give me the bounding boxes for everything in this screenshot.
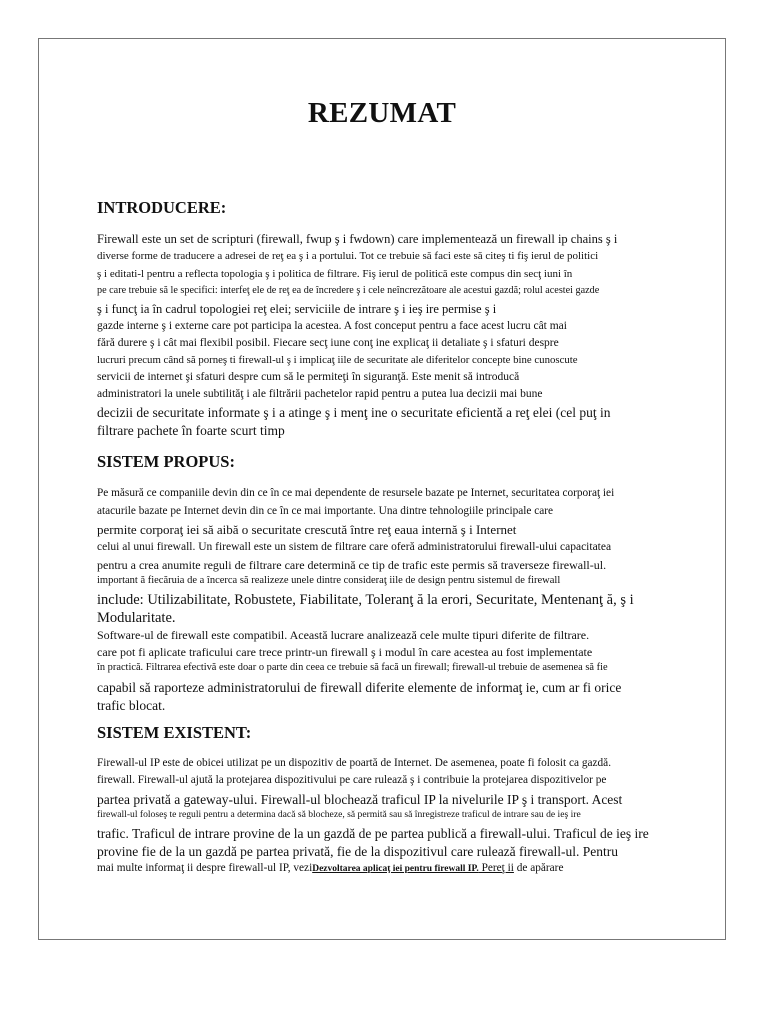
proposed-line: Pe măsură ce companiile devin din ce în ce mai dependente de resursele bazate pe Internet, securitatea corporaţ iei — [97, 487, 615, 499]
intro-line: ş i editati-l pentru a reflecta topologia ş i politica de filtrare. Fiş ierul de politică este compus din secţ iuni în — [97, 268, 573, 280]
existing-line: Firewall-ul IP este de obicei utilizat pe un dispozitiv de poartă de Internet. De asemenea, poate fi folosit ca gazdă. — [97, 757, 612, 769]
proposed-line: include: Utilizabilitate, Robustete, Fiabilitate, Toleranţ ă la erori, Securitate, Mentenanţ ă, ş i — [97, 592, 634, 608]
intro-line: gazde interne ş i externe care pot participa la acestea. A fost conceput pentru a face acest lucru cât mai — [97, 320, 567, 332]
intro-line: lucruri precum când să porneş ti firewall-ul ş i implicaţ iile de securitate ale diferitelor concepte bine cunoscute — [97, 354, 578, 366]
document-page — [38, 38, 726, 940]
proposed-heading: SISTEM PROPUS: — [97, 452, 235, 471]
proposed-line: care pot fi aplicate traficului care trece printr-un firewall ş i modul în care acestea au fost implementate — [97, 645, 593, 659]
intro-line: Firewall este un set de scripturi (firewall, fwup ş i fwdown) care implementează un firewall ip chains ş i — [97, 232, 618, 246]
existing-line: provine fie de la un gazdă pe partea privată, fie de la dispozitivul care rulează firewall-ul. Pentru — [97, 844, 619, 859]
intro-line: fără durere ş i cât mai flexibil posibil. Fiecare secţ iune conţ ine explicaţ ii detaliate ş i sfaturi despre — [97, 337, 559, 349]
intro-paragraph — [97, 232, 697, 441]
proposed-paragraph — [97, 487, 697, 716]
proposed-line: capabil să raporteze administratorului de firewall diferite elemente de informaţ ie, cum ar fi orice — [97, 680, 622, 695]
proposed-line: permite corporaţ iei să aibă o securitate crescută între reţ eaua internă ş i Internet — [97, 522, 517, 537]
intro-line: servicii de internet şi sfaturi despre cum să le permiteţi în siguranţă. Este menit să introducă — [97, 371, 520, 383]
defense-walls-link[interactable]: Pereţ ii — [478, 862, 514, 874]
existing-line: trafic. Traficul de intrare provine de la un gazdă de pe partea publică a firewall-ului. Traficul de ieş ire — [97, 826, 649, 841]
intro-heading: INTRODUCERE: — [97, 198, 227, 217]
intro-line: ş i funcţ ia în cadrul topologiei reţ elei; serviciile de intrare ş i ieş ire permise ş i — [97, 302, 497, 316]
existing-paragraph — [97, 757, 697, 880]
existing-line: firewall-ul foloseş te reguli pentru a determina dacă să blocheze, să permită sau să înregistreze traficul de intrare sau de ieş ire — [97, 809, 581, 820]
existing-last-line-text: mai multe informaţ ii despre firewall-ul IP, vezi — [97, 862, 313, 874]
proposed-line: Modularitate. — [97, 610, 176, 626]
existing-last-line-suffix: de apărare — [513, 862, 564, 874]
intro-line: administratori la unele subtilităţ i ale filtrării pachetelor rapid pentru a putea lua decizii mai bune — [97, 388, 543, 400]
intro-line: pe care trebuie să le specifici: interfeţ ele de reţ ea de încredere ş i cele neîncrezătoare ale acestui gazdă; rolul acestei gazde — [97, 285, 600, 296]
proposed-line: în practică. Filtrarea efectivă este doar o parte din ceea ce trebuie să facă un firewall; firewall-ul trebuie de asemenea să fie — [97, 662, 608, 673]
proposed-line: atacurile bazate pe Internet devin din ce în ce mai importante. Una dintre tehnologiile principale care — [97, 505, 554, 517]
existing-line: firewall. Firewall-ul ajută la protejarea dispozitivului pe care rulează ş i contribuie la protejarea dispozitivelor pe — [97, 774, 607, 786]
proposed-line: pentru a crea anumite reguli de filtrare care determină ce tip de trafic este permis să traverseze firewall-ul. — [97, 558, 607, 572]
existing-heading: SISTEM EXISTENT: — [97, 723, 252, 742]
existing-line: partea privată a gateway-ului. Firewall-ul blochează traficul IP la nivelurile IP ş i transport. Acest — [97, 792, 623, 807]
proposed-line: important ă fiecăruia de a încerca să realizeze unele dintre consideraţ iile de design pentru sistemul de firewall — [97, 575, 561, 586]
proposed-line: celui al unui firewall. Un firewall este un sistem de filtrare care oferă administratorului firewall-ului capacitatea — [97, 541, 612, 553]
intro-line: decizii de securitate informate ş i a atinge ş i menţ ine o securitate eficientă a reţ elei (cel puţ in — [97, 405, 611, 420]
intro-line: diverse forme de traducere a adresei de reţ ea ş i a portului. Tot ce trebuie să faci este să citeş ti fiş ierul de politici — [97, 250, 599, 262]
existing-last-line — [97, 862, 697, 880]
proposed-line: trafic blocat. — [97, 698, 166, 713]
intro-line: filtrare pachete în foarte scurt timp — [97, 423, 285, 438]
firewall-app-development-link[interactable]: Dezvoltarea aplicaţ iei pentru firewall IP. — [312, 864, 479, 874]
page-title: REZUMAT — [307, 97, 457, 129]
proposed-line: Software-ul de firewall este compatibil. Această lucrare analizează cele multe tipuri diferite de filtrare. — [97, 628, 590, 642]
